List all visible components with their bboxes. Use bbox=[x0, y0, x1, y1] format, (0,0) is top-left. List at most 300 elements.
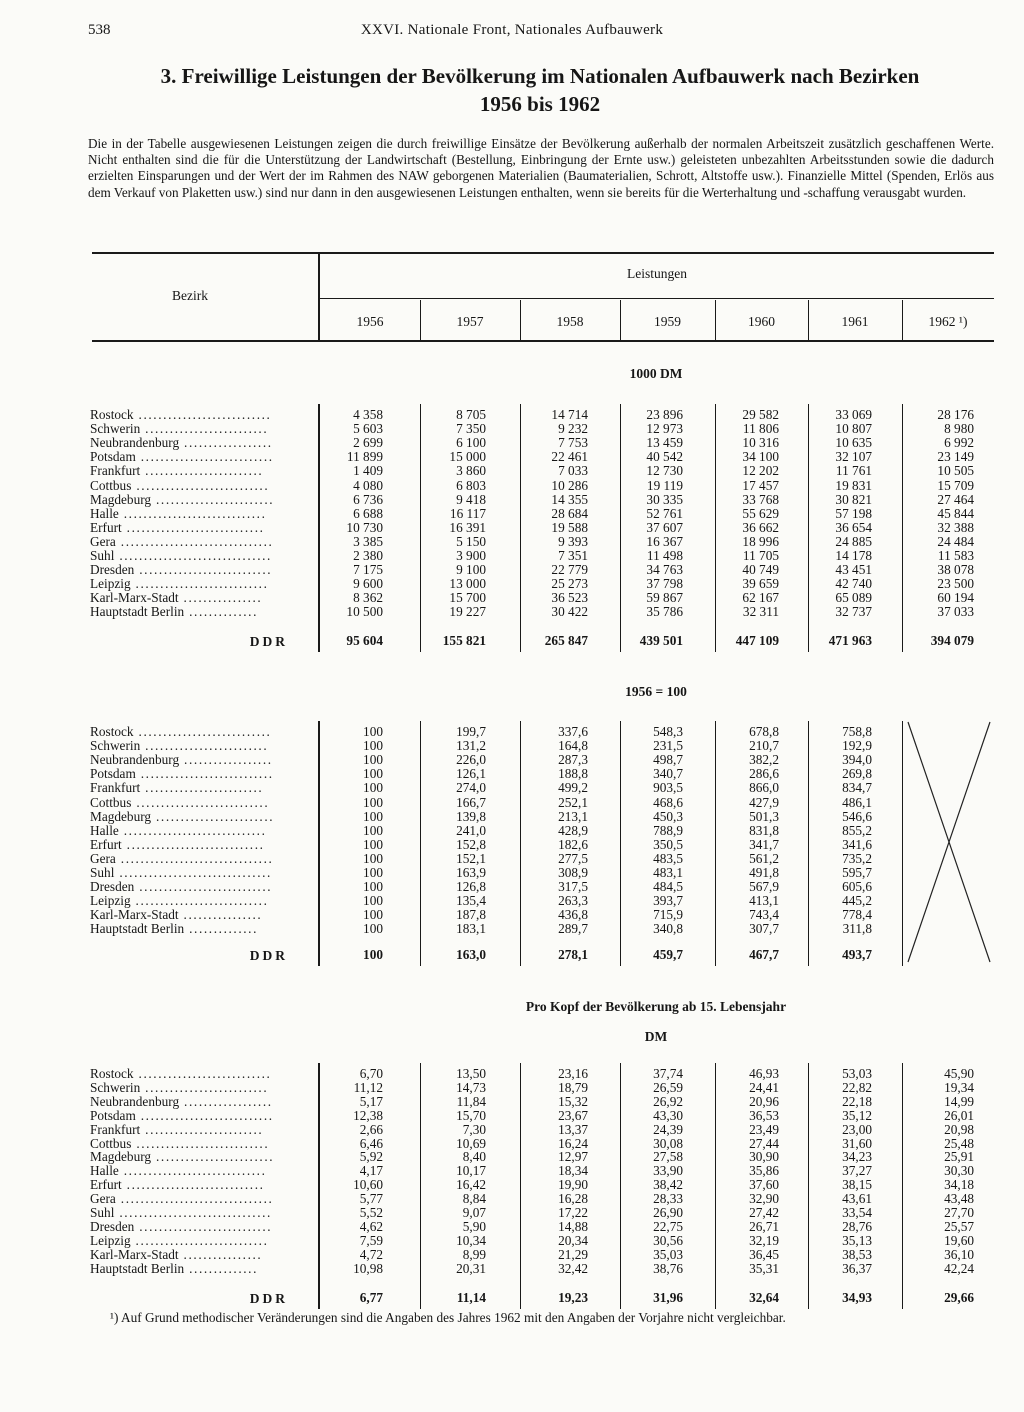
value-cell: 38,76 bbox=[653, 1260, 683, 1276]
value-cell: 187,8 bbox=[456, 907, 486, 923]
leader-dots: ........................... bbox=[130, 577, 269, 592]
leader-dots: ........................... bbox=[133, 1067, 272, 1081]
value-cell: 25 273 bbox=[551, 576, 588, 592]
value-cell: 226,0 bbox=[456, 752, 486, 768]
value-cell: 35,13 bbox=[842, 1232, 872, 1248]
total-label: DDR bbox=[249, 1291, 288, 1306]
value-cell: 38 078 bbox=[937, 562, 974, 578]
value-cell: 100 bbox=[363, 850, 383, 866]
value-cell: 715,9 bbox=[653, 907, 683, 923]
leader-dots: ........................... bbox=[130, 1233, 269, 1248]
value-cell: 62 167 bbox=[742, 590, 779, 606]
value-cell: 163,9 bbox=[456, 865, 486, 880]
value-cell: 26,90 bbox=[653, 1205, 683, 1220]
value-cell: 10 316 bbox=[742, 435, 779, 451]
leader-dots: ......................... bbox=[140, 1080, 269, 1095]
value-cell: 10 807 bbox=[835, 421, 872, 437]
leader-dots: ........................... bbox=[131, 1136, 270, 1151]
value-cell: 34 763 bbox=[646, 562, 683, 578]
leader-dots: .................. bbox=[179, 1094, 273, 1109]
total-value-cell: 493,7 bbox=[842, 947, 872, 962]
value-cell: 491,8 bbox=[749, 865, 779, 880]
value-cell: 5,52 bbox=[359, 1205, 383, 1220]
value-cell: 37,74 bbox=[653, 1066, 683, 1081]
leader-dots: ........................... bbox=[134, 563, 273, 578]
leader-dots: ........................ bbox=[140, 464, 264, 479]
value-cell: 16,28 bbox=[558, 1191, 588, 1207]
value-cell: 5,92 bbox=[359, 1149, 383, 1165]
value-cell: 139,8 bbox=[456, 808, 486, 824]
value-cell: 501,3 bbox=[749, 808, 779, 824]
year-header: 1958 bbox=[556, 314, 584, 329]
district-label: Potsdam bbox=[90, 767, 136, 782]
value-cell: 15,70 bbox=[456, 1107, 486, 1123]
value-cell: 100 bbox=[363, 893, 383, 909]
total-value-cell: 155 821 bbox=[442, 633, 486, 648]
district-label: Potsdam bbox=[90, 1108, 136, 1123]
leader-dots: ........................ bbox=[140, 1122, 264, 1137]
value-cell: 182,6 bbox=[558, 836, 588, 852]
year-header: 1961 bbox=[841, 314, 869, 329]
leader-dots: ............................... bbox=[114, 1206, 272, 1220]
value-cell: 100 bbox=[363, 865, 383, 880]
leader-dots: .............. bbox=[184, 605, 259, 620]
value-cell: 450,3 bbox=[653, 808, 683, 824]
value-cell: 758,8 bbox=[842, 724, 872, 739]
year-header: 1962 ¹) bbox=[928, 314, 968, 329]
value-cell: 11 899 bbox=[346, 449, 383, 465]
district-label: Magdeburg bbox=[90, 809, 152, 824]
running-head: XXVI. Nationale Front, Nationales Aufbauwerk bbox=[360, 22, 664, 38]
value-cell: 32 737 bbox=[835, 604, 872, 620]
district-label: Dresden bbox=[90, 563, 135, 578]
value-cell: 21,29 bbox=[558, 1246, 588, 1262]
value-cell: 7 033 bbox=[558, 463, 588, 479]
district-label: Frankfurt bbox=[90, 781, 141, 796]
value-cell: 5,17 bbox=[359, 1093, 383, 1109]
value-cell: 43,30 bbox=[653, 1107, 683, 1123]
value-cell: 126,8 bbox=[456, 879, 486, 895]
value-cell: 42,24 bbox=[944, 1260, 974, 1276]
page-number: 538 bbox=[88, 22, 111, 38]
value-cell: 24 484 bbox=[937, 533, 974, 549]
leader-dots: ................ bbox=[178, 908, 263, 923]
value-cell: 10 730 bbox=[346, 519, 383, 535]
value-cell: 100 bbox=[363, 794, 383, 810]
district-label: Halle bbox=[90, 506, 119, 521]
leader-dots: ............................... bbox=[114, 866, 272, 880]
total-value-cell: 95 604 bbox=[346, 633, 383, 648]
leader-dots: .................. bbox=[179, 436, 273, 451]
section-unit-label: DM bbox=[644, 1029, 668, 1044]
value-cell: 3 860 bbox=[456, 463, 486, 479]
value-cell: 5,77 bbox=[359, 1191, 383, 1207]
district-label: Rostock bbox=[90, 408, 134, 422]
value-cell: 57 198 bbox=[835, 505, 872, 521]
value-cell: 595,7 bbox=[842, 865, 872, 880]
value-cell: 307,7 bbox=[749, 921, 779, 937]
value-cell: 8,99 bbox=[462, 1246, 486, 1262]
value-cell: 6 803 bbox=[456, 477, 486, 493]
value-cell: 18 996 bbox=[742, 533, 779, 549]
total-value-cell: 459,7 bbox=[653, 947, 683, 962]
value-cell: 10,69 bbox=[456, 1135, 486, 1151]
value-cell: 23,00 bbox=[842, 1121, 872, 1137]
value-cell: 210,7 bbox=[749, 738, 779, 754]
value-cell: 15,32 bbox=[558, 1093, 588, 1109]
value-cell: 22 779 bbox=[551, 562, 588, 578]
value-cell: 32,19 bbox=[749, 1232, 779, 1248]
value-cell: 7 753 bbox=[558, 435, 588, 451]
value-cell: 100 bbox=[363, 907, 383, 923]
value-cell: 100 bbox=[363, 822, 383, 838]
value-cell: 9,07 bbox=[462, 1205, 486, 1220]
value-cell: 38,42 bbox=[653, 1177, 683, 1193]
value-cell: 10 286 bbox=[551, 477, 588, 493]
value-cell: 10,34 bbox=[456, 1232, 486, 1248]
district-label: Halle bbox=[90, 1164, 119, 1179]
total-value-cell: 34,93 bbox=[842, 1290, 872, 1305]
value-cell: 2,66 bbox=[359, 1121, 383, 1137]
value-cell: 45,90 bbox=[944, 1066, 974, 1081]
value-cell: 100 bbox=[363, 724, 383, 739]
value-cell: 34,23 bbox=[842, 1149, 872, 1165]
district-label: Neubrandenburg bbox=[90, 753, 180, 768]
value-cell: 13 000 bbox=[449, 576, 486, 592]
value-cell: 20,96 bbox=[749, 1093, 779, 1109]
value-cell: 287,3 bbox=[558, 752, 588, 768]
value-cell: 231,5 bbox=[653, 738, 683, 754]
value-cell: 19,34 bbox=[944, 1079, 974, 1095]
value-cell: 743,4 bbox=[749, 907, 779, 923]
value-cell: 3 900 bbox=[456, 548, 486, 563]
value-cell: 341,6 bbox=[842, 836, 872, 852]
value-cell: 14 178 bbox=[835, 548, 872, 563]
district-label: Schwerin bbox=[90, 1080, 141, 1095]
value-cell: 46,93 bbox=[749, 1066, 779, 1081]
value-cell: 42 740 bbox=[835, 576, 872, 592]
value-cell: 6 992 bbox=[944, 435, 974, 451]
value-cell: 13 459 bbox=[646, 435, 683, 451]
value-cell: 427,9 bbox=[749, 794, 779, 810]
value-cell: 263,3 bbox=[558, 893, 588, 909]
value-cell: 428,9 bbox=[558, 822, 588, 838]
value-cell: 311,8 bbox=[842, 921, 872, 937]
value-cell: 183,1 bbox=[456, 921, 486, 937]
value-cell: 40 542 bbox=[646, 449, 683, 465]
value-cell: 33 768 bbox=[742, 491, 779, 507]
value-cell: 100 bbox=[363, 752, 383, 768]
value-cell: 32 388 bbox=[937, 519, 974, 535]
value-cell: 6,70 bbox=[359, 1066, 383, 1081]
value-cell: 39 659 bbox=[742, 576, 779, 592]
value-cell: 289,7 bbox=[558, 921, 588, 937]
district-label: Leipzig bbox=[90, 894, 131, 909]
value-cell: 22,82 bbox=[842, 1079, 872, 1095]
value-cell: 27,42 bbox=[749, 1205, 779, 1220]
value-cell: 16 391 bbox=[449, 519, 486, 535]
value-cell: 4,62 bbox=[359, 1218, 383, 1234]
value-cell: 484,5 bbox=[653, 879, 683, 895]
value-cell: 12 973 bbox=[646, 421, 683, 437]
value-cell: 468,6 bbox=[653, 794, 683, 810]
value-cell: 5,90 bbox=[462, 1218, 486, 1234]
leader-dots: ................ bbox=[178, 591, 263, 606]
value-cell: 413,1 bbox=[749, 893, 779, 909]
value-cell: 135,4 bbox=[456, 893, 486, 909]
value-cell: 52 761 bbox=[646, 505, 683, 521]
total-value-cell: 447 109 bbox=[735, 633, 779, 648]
value-cell: 59 867 bbox=[646, 590, 683, 606]
value-cell: 9 393 bbox=[558, 533, 588, 549]
value-cell: 32,42 bbox=[558, 1260, 588, 1276]
value-cell: 26,01 bbox=[944, 1107, 974, 1123]
value-cell: 60 194 bbox=[937, 590, 974, 606]
value-cell: 26,59 bbox=[653, 1079, 683, 1095]
value-cell: 23 896 bbox=[646, 407, 683, 422]
value-cell: 903,5 bbox=[653, 780, 683, 796]
district-label: Cottbus bbox=[90, 478, 132, 493]
year-header: 1959 bbox=[654, 314, 681, 329]
value-cell: 269,8 bbox=[842, 766, 872, 782]
value-cell: 11 761 bbox=[835, 463, 872, 479]
value-cell: 18,34 bbox=[558, 1163, 588, 1179]
value-cell: 26,92 bbox=[653, 1093, 683, 1109]
value-cell: 36,37 bbox=[842, 1260, 872, 1276]
value-cell: 53,03 bbox=[842, 1066, 872, 1081]
leader-dots: ............................. bbox=[118, 506, 267, 521]
value-cell: 10 635 bbox=[835, 435, 872, 451]
total-value-cell: 31,96 bbox=[653, 1290, 683, 1305]
value-cell: 499,2 bbox=[558, 780, 588, 796]
value-cell: 33,54 bbox=[842, 1205, 872, 1220]
value-cell: 28,76 bbox=[842, 1218, 872, 1234]
value-cell: 199,7 bbox=[456, 724, 486, 739]
value-cell: 561,2 bbox=[749, 850, 779, 866]
district-label: Erfurt bbox=[90, 520, 122, 535]
district-label: Dresden bbox=[90, 1219, 135, 1234]
value-cell: 25,91 bbox=[944, 1149, 974, 1165]
value-cell: 164,8 bbox=[558, 738, 588, 754]
value-cell: 100 bbox=[363, 836, 383, 852]
value-cell: 100 bbox=[363, 738, 383, 754]
leader-dots: ......................... bbox=[140, 422, 269, 437]
value-cell: 29 582 bbox=[742, 407, 779, 422]
leader-dots: ............................. bbox=[118, 823, 267, 838]
value-cell: 7 350 bbox=[456, 421, 486, 437]
value-cell: 30,90 bbox=[749, 1149, 779, 1165]
leader-dots: ............................... bbox=[115, 851, 274, 866]
value-cell: 25,57 bbox=[944, 1218, 974, 1234]
district-label: Magdeburg bbox=[90, 492, 152, 507]
value-cell: 37 798 bbox=[646, 576, 683, 592]
value-cell: 152,8 bbox=[456, 836, 486, 852]
value-cell: 23,67 bbox=[558, 1107, 588, 1123]
value-cell: 308,9 bbox=[558, 865, 588, 880]
value-cell: 7,30 bbox=[462, 1121, 486, 1137]
value-cell: 15 700 bbox=[449, 590, 486, 606]
district-label: Schwerin bbox=[90, 422, 141, 437]
value-cell: 11,84 bbox=[456, 1093, 486, 1109]
district-label: Leipzig bbox=[90, 577, 131, 592]
leader-dots: ........................ bbox=[140, 781, 264, 796]
value-cell: 32,90 bbox=[749, 1191, 779, 1207]
value-cell: 11,12 bbox=[353, 1079, 383, 1095]
district-label: Magdeburg bbox=[90, 1150, 152, 1165]
value-cell: 13,50 bbox=[456, 1066, 486, 1081]
value-cell: 394,0 bbox=[842, 752, 872, 768]
district-label: Erfurt bbox=[90, 837, 122, 852]
value-cell: 5 150 bbox=[456, 533, 486, 549]
value-cell: 605,6 bbox=[842, 879, 872, 895]
value-cell: 19 588 bbox=[551, 519, 588, 535]
value-cell: 28 684 bbox=[551, 505, 588, 521]
value-cell: 27,44 bbox=[749, 1135, 779, 1151]
value-cell: 35,86 bbox=[749, 1163, 779, 1179]
total-value-cell: 278,1 bbox=[558, 947, 588, 962]
section-label: 1956 = 100 bbox=[625, 684, 687, 699]
value-cell: 33,90 bbox=[653, 1163, 683, 1179]
value-cell: 100 bbox=[363, 766, 383, 782]
value-cell: 45 844 bbox=[937, 505, 974, 521]
value-cell: 152,1 bbox=[456, 850, 486, 866]
value-cell: 5 603 bbox=[353, 421, 383, 437]
leader-dots: ........................... bbox=[131, 795, 270, 810]
value-cell: 11 705 bbox=[742, 548, 779, 563]
value-cell: 14 355 bbox=[551, 491, 588, 507]
value-cell: 252,1 bbox=[558, 794, 588, 810]
value-cell: 3 385 bbox=[353, 533, 383, 549]
value-cell: 38,15 bbox=[842, 1177, 872, 1193]
leader-dots: ........................... bbox=[134, 1219, 273, 1234]
district-label: Dresden bbox=[90, 880, 135, 895]
value-cell: 7 351 bbox=[558, 548, 588, 563]
value-cell: 24,41 bbox=[749, 1079, 779, 1095]
value-cell: 788,9 bbox=[653, 822, 683, 838]
leader-dots: ........................... bbox=[134, 880, 273, 895]
leader-dots: ............................ bbox=[121, 837, 265, 852]
value-cell: 11 806 bbox=[742, 421, 779, 437]
value-cell: 337,6 bbox=[558, 724, 588, 739]
total-label: DDR bbox=[249, 634, 288, 649]
value-cell: 33 069 bbox=[835, 407, 872, 422]
value-cell: 317,5 bbox=[558, 879, 588, 895]
district-label: Karl-Marx-Stadt bbox=[90, 591, 179, 606]
value-cell: 36,53 bbox=[749, 1107, 779, 1123]
value-cell: 27 464 bbox=[937, 491, 974, 507]
leader-dots: ............................ bbox=[121, 520, 265, 535]
value-cell: 10 505 bbox=[937, 463, 974, 479]
value-cell: 350,5 bbox=[653, 836, 683, 852]
intro-paragraph: Die in der Tabelle ausgewiesenen Leistungen zeigen die durch freiwillige Einsätze der Bevölkerung außerhalb der normalen Arbeitszeit zusätzlich geschaffenen Werte. Nicht enthalten sind die für die Unterstützung der Landwirtschaft (Bestellung, Einbringung der Ernte usw.) geleisteten unbezahlten Arbeitsstunden sowie die dadurch erzielten Einsparungen und der Wert der im Rahmen des NAW geborgenen Materialien (Baumaterialien, Schrott, Altstoffe usw.). Finanzielle Mittel (Spenden, Erlös aus dem Verkauf von Plaketten usw.) sind nur dann in den ausgewiesenen Leistungen enthalten, wenn sie bereits für die Werterhaltung und -schaffung verausgabt wurden. bbox=[88, 136, 994, 200]
value-cell: 445,2 bbox=[842, 893, 872, 909]
total-value-cell: 471 963 bbox=[828, 633, 872, 648]
district-label: Erfurt bbox=[90, 1178, 122, 1193]
value-cell: 6 100 bbox=[456, 435, 486, 451]
value-cell: 37 607 bbox=[646, 519, 683, 535]
leader-dots: ......................... bbox=[140, 739, 269, 754]
leader-dots: .............. bbox=[184, 1261, 259, 1276]
district-label: Suhl bbox=[90, 1206, 115, 1220]
leader-dots: ............................... bbox=[115, 534, 274, 549]
value-cell: 14,73 bbox=[456, 1079, 486, 1095]
value-cell: 27,58 bbox=[653, 1149, 683, 1165]
value-cell: 19,60 bbox=[944, 1232, 974, 1248]
total-label: DDR bbox=[249, 948, 288, 963]
value-cell: 20,98 bbox=[944, 1121, 974, 1137]
value-cell: 10,98 bbox=[353, 1260, 383, 1276]
value-cell: 17,22 bbox=[558, 1205, 588, 1220]
district-label: Hauptstadt Berlin bbox=[90, 1261, 185, 1276]
value-cell: 36,10 bbox=[944, 1246, 974, 1262]
value-cell: 100 bbox=[363, 921, 383, 937]
value-cell: 12 730 bbox=[646, 463, 683, 479]
district-label: Hauptstadt Berlin bbox=[90, 922, 185, 937]
value-cell: 382,2 bbox=[749, 752, 779, 768]
value-cell: 100 bbox=[363, 808, 383, 824]
value-cell: 16,24 bbox=[558, 1135, 588, 1151]
value-cell: 778,4 bbox=[842, 907, 872, 923]
value-cell: 855,2 bbox=[842, 822, 872, 838]
value-cell: 188,8 bbox=[558, 766, 588, 782]
value-cell: 8,84 bbox=[462, 1191, 486, 1207]
leader-dots: ............................. bbox=[118, 1164, 267, 1179]
stub-header: Bezirk bbox=[172, 288, 208, 303]
value-cell: 100 bbox=[363, 879, 383, 895]
value-cell: 14,88 bbox=[558, 1218, 588, 1234]
value-cell: 16,42 bbox=[456, 1177, 486, 1193]
value-cell: 30,56 bbox=[653, 1232, 683, 1248]
leader-dots: ........................ bbox=[151, 1150, 275, 1165]
value-cell: 34,18 bbox=[944, 1177, 974, 1193]
value-cell: 30,30 bbox=[944, 1163, 974, 1179]
value-cell: 17 457 bbox=[742, 477, 779, 493]
value-cell: 36,45 bbox=[749, 1246, 779, 1262]
value-cell: 19 831 bbox=[835, 477, 872, 493]
value-cell: 341,7 bbox=[749, 836, 779, 852]
year-header: 1960 bbox=[748, 314, 775, 329]
group-header: Leistungen bbox=[627, 266, 687, 281]
value-cell: 30 335 bbox=[646, 491, 683, 507]
value-cell: 22,18 bbox=[842, 1093, 872, 1109]
value-cell: 213,1 bbox=[558, 808, 588, 824]
value-cell: 9 100 bbox=[456, 562, 486, 578]
district-label: Neubrandenburg bbox=[90, 1094, 180, 1109]
district-label: Rostock bbox=[90, 725, 134, 739]
leader-dots: ............................... bbox=[115, 1192, 274, 1207]
value-cell: 486,1 bbox=[842, 794, 872, 810]
value-cell: 735,2 bbox=[842, 850, 872, 866]
leader-dots: ........................... bbox=[133, 408, 272, 422]
value-cell: 35 786 bbox=[646, 604, 683, 620]
footnote: ¹) Auf Grund methodischer Veränderungen sind die Angaben des Jahres 1962 mit den Angaben der Vorjahre nicht vergleichbar. bbox=[110, 1310, 786, 1325]
value-cell: 14,99 bbox=[944, 1093, 974, 1109]
value-cell: 23,49 bbox=[749, 1121, 779, 1137]
total-value-cell: 29,66 bbox=[944, 1290, 974, 1305]
value-cell: 8 705 bbox=[456, 407, 486, 422]
district-label: Karl-Marx-Stadt bbox=[90, 908, 179, 923]
title-line-2: 1956 bis 1962 bbox=[479, 92, 601, 116]
year-header: 1957 bbox=[456, 314, 484, 329]
value-cell: 1 409 bbox=[353, 463, 383, 479]
value-cell: 20,34 bbox=[558, 1232, 588, 1248]
value-cell: 340,7 bbox=[653, 766, 683, 782]
value-cell: 27,70 bbox=[944, 1205, 974, 1220]
value-cell: 192,9 bbox=[842, 738, 872, 754]
value-cell: 34 100 bbox=[742, 449, 779, 465]
value-cell: 26,71 bbox=[749, 1218, 779, 1234]
value-cell: 24 885 bbox=[835, 533, 872, 549]
